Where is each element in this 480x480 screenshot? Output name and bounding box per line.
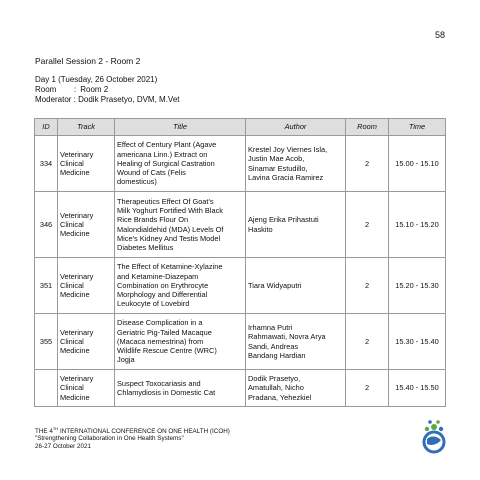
cell-line: Mice's Kidney And Testis Model xyxy=(117,233,221,243)
cell-line: The Effect of Ketamine-Xylazine xyxy=(117,262,223,272)
cell-line: Leukocyte of Lovebird xyxy=(117,299,190,309)
cell-line: Geriatric Pig-Tailed Macaque xyxy=(117,327,212,337)
cell-time: 15.00 - 15.10 xyxy=(389,136,446,192)
conference-footer xyxy=(35,425,230,450)
page-number: 58 xyxy=(434,30,445,40)
cell-time: 15.40 - 15.50 xyxy=(389,370,446,407)
cell-track xyxy=(58,314,115,370)
footer-prefix: THE 4 xyxy=(35,428,53,436)
cell-line: Krestel Joy Viernes Isla, xyxy=(248,144,328,154)
header-time: Time xyxy=(389,119,446,136)
cell-title xyxy=(115,192,246,258)
cell-line: Combination on Erythrocyte xyxy=(117,280,209,290)
header-track: Track xyxy=(58,119,115,136)
cell-time: 15.10 - 15.20 xyxy=(389,192,446,258)
cell-line: and Ketamine-Diazepam xyxy=(117,271,199,281)
cell-id: 346 xyxy=(35,192,58,258)
cell-track xyxy=(58,192,115,258)
cell-line: Morphology and Differential xyxy=(117,290,208,300)
cell-title xyxy=(115,136,246,192)
cell-line: Veterinary xyxy=(60,149,94,159)
cell-author xyxy=(246,258,346,314)
session-info xyxy=(35,75,180,105)
cell-author xyxy=(246,136,346,192)
cell-line: Clinical xyxy=(60,383,84,393)
day-line: Day 1 (Tuesday, 26 October 2021) xyxy=(35,75,158,84)
cell-line: Bandang Hardian xyxy=(248,350,306,360)
cell-line: Milk Yoghurt Fortified With Black xyxy=(117,205,223,215)
cell-room: 2 xyxy=(346,314,389,370)
header-room: Room xyxy=(346,119,389,136)
footer-dates: 26-27 October 2021 xyxy=(35,442,92,450)
cell-line: Rahmawati, Novra Arya xyxy=(248,332,326,342)
cell-title xyxy=(115,314,246,370)
cell-title xyxy=(115,370,246,407)
cell-track xyxy=(58,136,115,192)
cell-line: Justin Mae Acob, xyxy=(248,154,305,164)
table-row xyxy=(35,136,446,192)
cell-line: domesticus) xyxy=(117,177,157,187)
header-title: Title xyxy=(115,119,246,136)
cell-id: 355 xyxy=(35,314,58,370)
cell-line: Jogja xyxy=(117,355,135,365)
logo-globe-land xyxy=(427,436,441,445)
cell-room: 2 xyxy=(346,258,389,314)
cell-title xyxy=(115,258,246,314)
cell-line: Veterinary xyxy=(60,374,94,384)
cell-line: Malondialdehid (MDA) Levels Of xyxy=(117,224,224,234)
cell-line: Diabetes Mellitus xyxy=(117,243,174,253)
one-health-globe-logo-icon xyxy=(418,418,450,454)
table-row xyxy=(35,314,446,370)
cell-track xyxy=(58,258,115,314)
cell-line: Wildlife Rescue Centre (WRC) xyxy=(117,346,217,356)
cell-line: Clinical xyxy=(60,158,84,168)
cell-time: 15.20 - 15.30 xyxy=(389,258,446,314)
cell-line: Sinamar Estudillo, xyxy=(248,163,308,173)
header-id: ID xyxy=(35,119,58,136)
cell-line: Medicine xyxy=(60,290,90,300)
room-line xyxy=(35,85,180,95)
cell-line: Rice Brands Flour On xyxy=(117,215,189,225)
cell-line: Amatullah, Nicho xyxy=(248,383,304,393)
cell-line: Healing of Surgical Castration xyxy=(117,158,215,168)
footer-suffix: INTERNATIONAL CONFERENCE ON ONE HEALTH (ICOH) xyxy=(58,428,230,436)
cell-line: Tiara Widyaputri xyxy=(248,280,302,290)
cell-room: 2 xyxy=(346,136,389,192)
cell-line: Suspect Toxocariasis and xyxy=(117,378,201,388)
logo-leaf-center xyxy=(431,424,437,430)
cell-line: Effect of Century Plant (Agave xyxy=(117,140,217,150)
cell-line: Clinical xyxy=(60,280,84,290)
moderator-line: Moderator : Dodik Prasetyo, DVM, M.Vet xyxy=(35,95,180,104)
cell-room: 2 xyxy=(346,370,389,407)
room-label: Room xyxy=(35,85,57,94)
table-header-row xyxy=(35,119,446,136)
logo-leaf-left xyxy=(425,427,429,431)
cell-line: Medicine xyxy=(60,168,90,178)
room-separator: : xyxy=(74,85,77,94)
footer-theme: "Strengthening Collaboration in One Health Systems" xyxy=(35,435,184,443)
session-title: Parallel Session 2 - Room 2 xyxy=(35,56,141,66)
cell-line: Wound of Cats (Felis xyxy=(117,168,186,178)
cell-line: Veterinary xyxy=(60,327,94,337)
cell-line: Veterinary xyxy=(60,210,94,220)
cell-line: Veterinary xyxy=(60,271,94,281)
logo-leaf-right xyxy=(439,427,443,431)
table-row xyxy=(35,258,446,314)
table-row xyxy=(35,192,446,258)
cell-id: 351 xyxy=(35,258,58,314)
table-row xyxy=(35,370,446,407)
cell-line: Medicine xyxy=(60,392,90,402)
footer-conference-name xyxy=(35,425,230,435)
cell-line: americana Linn.) Extract on xyxy=(117,149,208,159)
cell-line: (Macaca nemestrina) from xyxy=(117,336,204,346)
cell-line: Clinical xyxy=(60,219,84,229)
cell-line: Chlamydiosis in Domestic Cat xyxy=(117,388,216,397)
cell-line: Therapeutics Effect Of Goat's xyxy=(117,196,214,206)
cell-line: Disease Complication in a xyxy=(117,318,203,328)
logo-dot-1 xyxy=(428,420,432,424)
cell-room: 2 xyxy=(346,192,389,258)
cell-time: 15.30 - 15.40 xyxy=(389,314,446,370)
cell-track xyxy=(58,370,115,407)
schedule-table xyxy=(34,118,446,407)
header-author: Author xyxy=(246,119,346,136)
cell-id xyxy=(35,370,58,407)
logo-dot-2 xyxy=(436,420,440,424)
cell-id: 334 xyxy=(35,136,58,192)
cell-line: Pradana, Yehezkiel xyxy=(248,392,312,402)
cell-author xyxy=(246,370,346,407)
cell-line: Haskito xyxy=(248,224,273,234)
cell-line: Medicine xyxy=(60,229,90,239)
cell-line: Irhamna Putri xyxy=(248,322,293,332)
cell-author xyxy=(246,314,346,370)
cell-line: Medicine xyxy=(60,346,90,356)
cell-line: Dodik Prasetyo, xyxy=(248,374,301,384)
cell-author xyxy=(246,192,346,258)
cell-line: Ajeng Erika Prihastuti xyxy=(248,215,319,225)
cell-line: Clinical xyxy=(60,336,84,346)
cell-line: Lavina Gracia Ramirez xyxy=(248,172,324,182)
room-value: Room 2 xyxy=(80,85,109,94)
footer-ordinal: TH xyxy=(52,426,59,431)
cell-line: Sandi, Andreas xyxy=(248,341,299,351)
